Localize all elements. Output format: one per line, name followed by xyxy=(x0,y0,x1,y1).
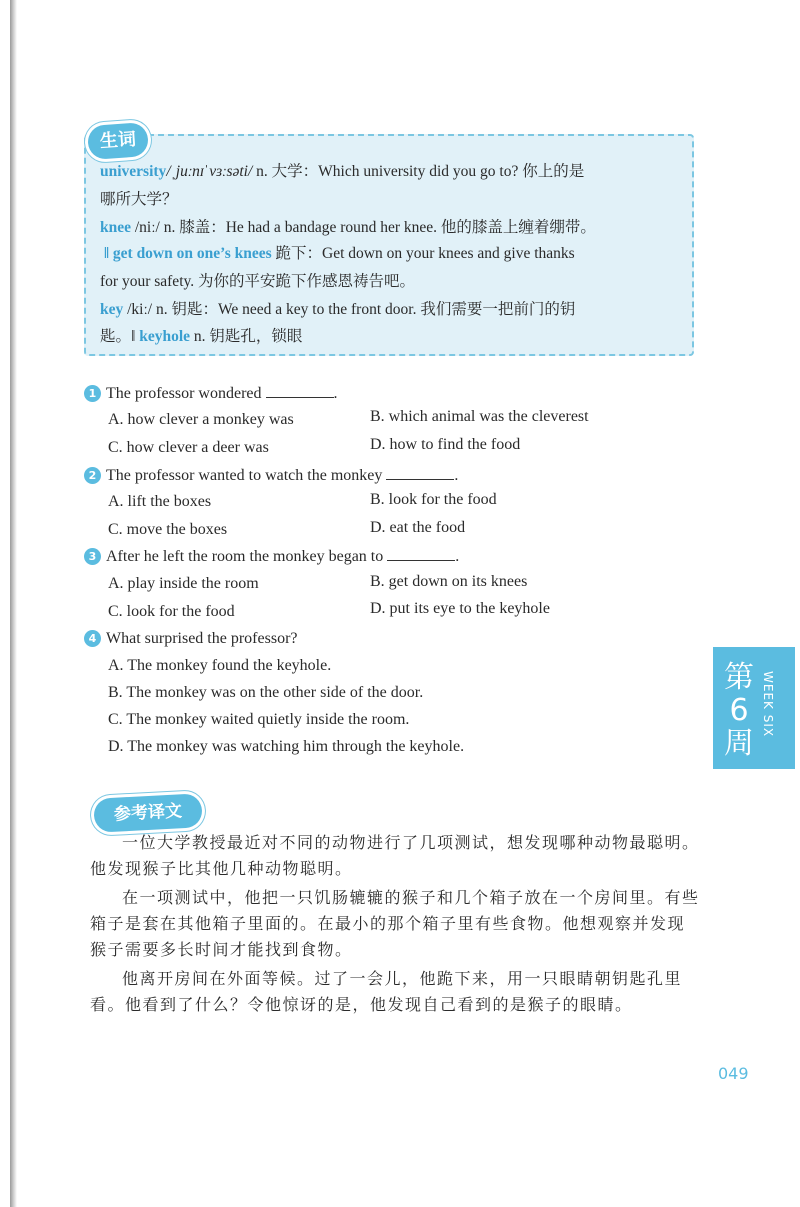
option-c: C. how clever a deer was xyxy=(108,439,269,456)
vocab-line xyxy=(100,162,584,182)
vocab-headword: key xyxy=(100,301,124,318)
question-tail: . xyxy=(454,467,459,484)
question-tail: . xyxy=(333,385,338,402)
question-text: What surprised the professor? xyxy=(106,630,298,647)
question-text: The professor wanted to watch the monkey xyxy=(106,467,383,484)
vocab-phonetic: /niː/ xyxy=(131,219,160,236)
question-text: After he left the room the monkey began to xyxy=(106,548,384,565)
vocab-definition: 匙。‖ xyxy=(100,328,140,345)
vocab-definition: for your safety. 为你的平安跪下作感恩祷告吧。 xyxy=(100,273,415,290)
option-d: D. The monkey was watching him through the keyhole. xyxy=(108,738,465,755)
answer-blank xyxy=(386,465,454,480)
vocab-definition: 哪所大学？ xyxy=(100,191,178,208)
question-4 xyxy=(84,629,298,649)
option-c: C. move the boxes xyxy=(108,521,228,538)
option-c: C. look for the food xyxy=(108,603,235,620)
vocab-line xyxy=(100,190,178,210)
question-1 xyxy=(84,383,338,404)
vocab-line xyxy=(100,327,302,347)
option-a: A. how clever a monkey was xyxy=(108,411,294,428)
vocab-definition: n. 膝盖：He had a bandage round her knee. 他的膝盖上缠着绷带。 xyxy=(159,219,596,236)
option-a: A. play inside the room xyxy=(108,575,259,592)
option-d: D. eat the food xyxy=(370,519,466,536)
option-d: D. put its eye to the keyhole xyxy=(370,600,550,617)
translation-paragraph: 在一项测试中，他把一只饥肠辘辘的猴子和几个箱子放在一个房间里。有些箱子是套在其他箱子里面的。在最小的那个箱子里有些食物。他想观察并发现猴子需要多长时间才能找到食物。 xyxy=(90,888,700,959)
vocabulary-badge: 生词 xyxy=(87,122,149,160)
translation-paragraph: 一位大学教授最近对不同的动物进行了几项测试，想发现哪种动物最聪明。他发现猴子比其他几种动物聪明。 xyxy=(90,833,700,878)
option-b: B. which animal was the cleverest xyxy=(370,408,589,425)
translation-body xyxy=(90,830,700,1021)
question-tail: . xyxy=(455,548,460,565)
vocab-headword: university xyxy=(100,163,167,180)
page-number: 049 xyxy=(718,1064,749,1083)
question-number-icon: 3 xyxy=(84,548,101,565)
vocab-phonetic: /kiː/ xyxy=(123,301,153,318)
option-a: A. The monkey found the keyhole. xyxy=(108,657,332,674)
vocab-line xyxy=(100,218,596,238)
question-text: The professor wondered xyxy=(106,385,262,402)
vocab-line xyxy=(100,300,575,320)
vocab-line xyxy=(104,244,575,264)
week-tab-chinese: 第6周 xyxy=(724,660,754,761)
vocab-headword: knee xyxy=(100,219,131,236)
vocab-definition: n. 钥匙孔，锁眼 xyxy=(190,328,303,345)
vocab-definition: n. 钥匙：We need a key to the front door. 我们需要一把前门的钥 xyxy=(152,301,576,318)
option-a: A. lift the boxes xyxy=(108,493,212,510)
page-spine-shadow xyxy=(10,0,17,1207)
question-number-icon: 4 xyxy=(84,630,101,647)
week-tab-english: WEEK SIX xyxy=(761,671,775,738)
option-b: B. look for the food xyxy=(370,491,497,508)
week-side-tab xyxy=(713,647,795,769)
vocab-definition: 跪下：Get down on your knees and give thanks xyxy=(271,245,575,262)
translation-paragraph: 他离开房间在外面等候。过了一会儿，他跪下来，用一只眼睛朝钥匙孔里看。他看到了什么？令他惊讶的是，他发现自己看到的是猴子的眼睛。 xyxy=(90,969,683,1014)
vocab-headword: keyhole xyxy=(139,328,191,345)
question-3 xyxy=(84,546,459,567)
translation-badge: 参考译文 xyxy=(93,793,203,833)
option-d: D. how to find the food xyxy=(370,436,521,453)
question-number-icon: 2 xyxy=(84,467,101,484)
vocab-definition: n. 大学：Which university did you go to? 你上的是 xyxy=(252,163,585,180)
vocab-phonetic: /ˌjuːnɪˈvɜːsəti/ xyxy=(166,163,253,180)
vocab-line xyxy=(100,272,415,292)
option-b: B. get down on its knees xyxy=(370,573,528,590)
answer-blank xyxy=(387,546,455,561)
vocab-phrase: ‖ get down on one’s knees xyxy=(104,245,272,262)
answer-blank xyxy=(266,383,334,398)
option-b: B. The monkey was on the other side of the door. xyxy=(108,684,424,701)
option-c: C. The monkey waited quietly inside the room. xyxy=(108,711,410,728)
question-number-icon: 1 xyxy=(84,385,101,402)
question-2 xyxy=(84,465,458,486)
